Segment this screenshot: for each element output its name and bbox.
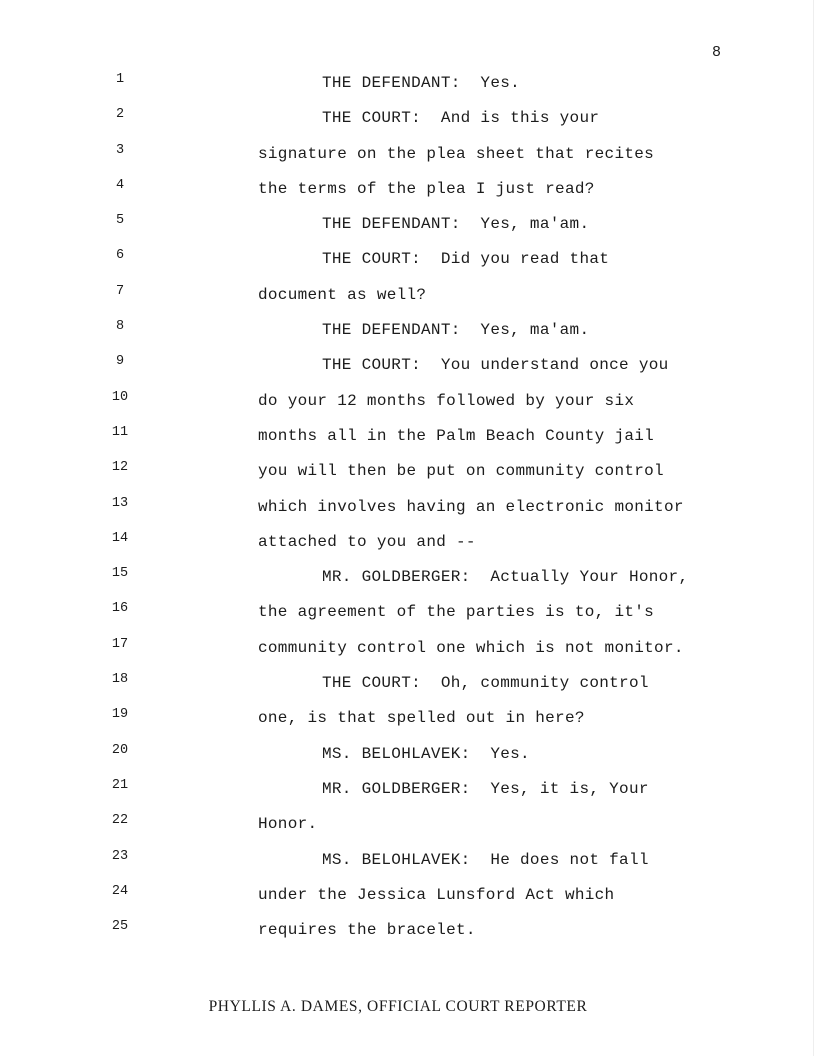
- transcript-line: [0, 707, 816, 742]
- line-text: THE DEFENDANT: Yes.: [322, 74, 521, 92]
- line-text: signature on the plea sheet that recites: [258, 144, 655, 163]
- transcript-line: [0, 178, 816, 213]
- line-number: 15: [111, 566, 129, 582]
- line-text: MR. GOLDBERGER: Actually Your Honor,: [322, 568, 689, 587]
- reporter-footer: [0, 998, 816, 1016]
- footer-text: PHYLLIS A. DAMES, OFFICIAL COURT REPORTER: [208, 998, 588, 1015]
- line-number: 23: [111, 848, 129, 864]
- transcript-line: [0, 601, 816, 636]
- line-text: under the Jessica Lunsford Act which: [258, 885, 615, 904]
- transcript-line: [0, 354, 816, 389]
- line-number: 25: [111, 919, 129, 935]
- transcript-line: [0, 531, 816, 566]
- transcript-line: [0, 884, 816, 919]
- transcript-line: [0, 919, 816, 954]
- line-number: 2: [115, 107, 125, 123]
- transcript-line: [0, 566, 816, 601]
- line-number: 18: [111, 672, 129, 688]
- line-number: 7: [115, 283, 125, 299]
- line-text: MR. GOLDBERGER: Yes, it is, Your: [322, 779, 649, 798]
- line-text: one, is that spelled out in here?: [258, 709, 585, 728]
- transcript-line: [0, 72, 816, 107]
- transcript-line: [0, 849, 816, 884]
- line-number: 17: [111, 636, 129, 652]
- line-text: THE COURT: You understand once you: [322, 356, 669, 375]
- line-text: you will then be put on community control: [258, 462, 664, 481]
- line-number: 19: [111, 707, 129, 723]
- line-text: THE COURT: And is this your: [322, 109, 600, 128]
- page-edge-divider: [813, 0, 814, 1056]
- line-text: months all in the Palm Beach County jail: [258, 426, 655, 445]
- line-number: 9: [115, 354, 125, 370]
- transcript-line: [0, 390, 816, 425]
- line-text: THE DEFENDANT: Yes, ma'am.: [322, 321, 590, 340]
- transcript-line: [0, 284, 816, 319]
- line-text: the agreement of the parties is to, it's: [258, 603, 655, 622]
- transcript-line: [0, 460, 816, 495]
- line-number: 6: [115, 248, 125, 264]
- line-number: 4: [115, 177, 125, 193]
- line-text: MS. BELOHLAVEK: He does not fall: [322, 850, 649, 869]
- transcript-line: [0, 107, 816, 142]
- line-text: THE COURT: Oh, community control: [322, 674, 649, 693]
- line-number: 21: [111, 777, 129, 793]
- line-number: 11: [111, 424, 129, 440]
- line-text: THE COURT: Did you read that: [322, 250, 610, 269]
- line-number: 1: [115, 72, 125, 87]
- line-text: document as well?: [258, 285, 427, 304]
- line-number: 20: [111, 742, 129, 758]
- line-number: 3: [115, 142, 125, 158]
- line-text: THE DEFENDANT: Yes, ma'am.: [322, 215, 590, 234]
- line-text: Honor.: [258, 815, 318, 834]
- line-text: MS. BELOHLAVEK: Yes.: [322, 744, 530, 763]
- line-number: 16: [111, 601, 129, 617]
- page-number: 8: [712, 44, 722, 61]
- line-text: requires the bracelet.: [258, 921, 476, 940]
- transcript-line: [0, 143, 816, 178]
- transcript-line: [0, 672, 816, 707]
- line-text: attached to you and --: [258, 532, 476, 551]
- line-number: 22: [111, 813, 129, 829]
- transcript-line: [0, 743, 816, 778]
- line-number: 8: [115, 319, 125, 335]
- line-text: which involves having an electronic monitor: [258, 497, 684, 516]
- transcript-line: [0, 496, 816, 531]
- line-number: 14: [111, 530, 129, 546]
- line-number: 5: [115, 213, 125, 229]
- line-number: 10: [111, 389, 129, 405]
- transcript-line: [0, 319, 816, 354]
- transcript-line: [0, 778, 816, 813]
- transcript-line: [0, 637, 816, 672]
- transcript-line: [0, 813, 816, 848]
- transcript-line: [0, 213, 816, 248]
- line-text: the terms of the plea I just read?: [258, 179, 595, 198]
- line-number: 13: [111, 495, 129, 511]
- line-number: 12: [111, 460, 129, 476]
- line-number: 24: [111, 883, 129, 899]
- line-text: do your 12 months followed by your six: [258, 391, 635, 410]
- transcript-lines: [0, 72, 816, 954]
- transcript-line: [0, 248, 816, 283]
- line-text: community control one which is not monitor.: [258, 638, 684, 657]
- transcript-line: [0, 425, 816, 460]
